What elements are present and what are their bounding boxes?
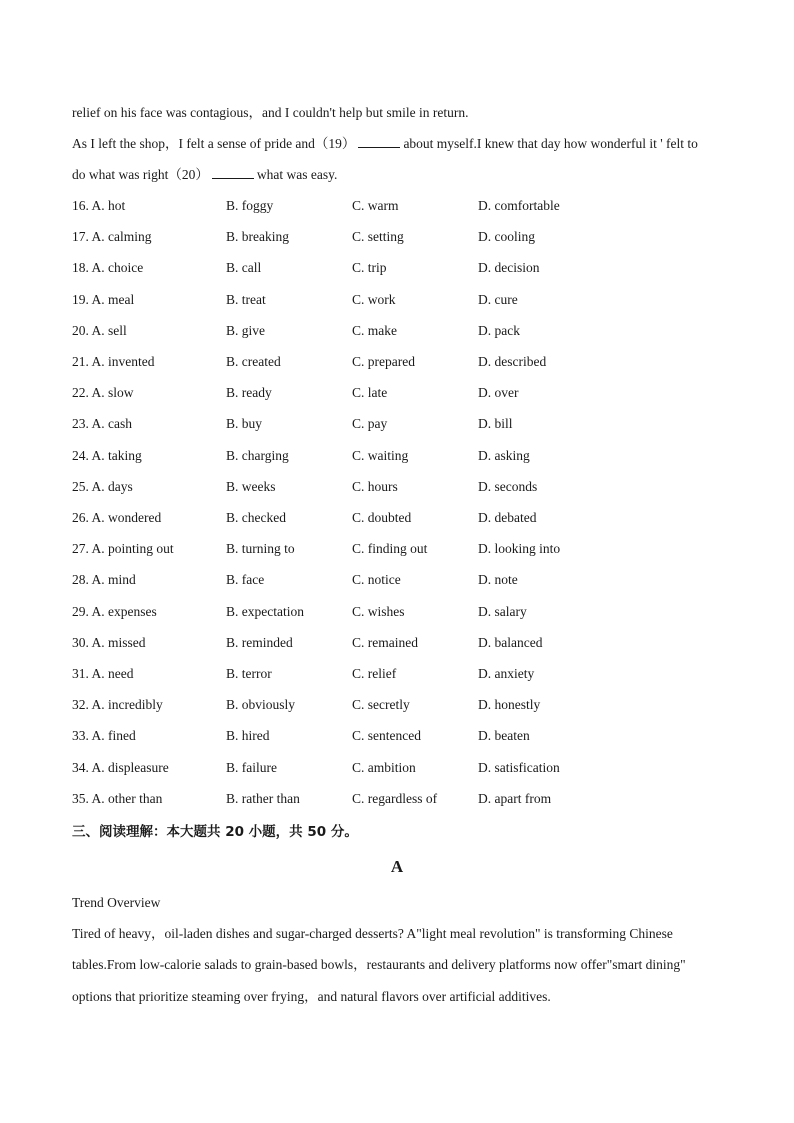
question-row	[72, 415, 732, 433]
question-number-option-a: 31. A. need	[72, 666, 134, 681]
option-b: B. charging	[226, 447, 289, 463]
option-c: C. sentenced	[352, 728, 421, 744]
question-number-option-a: 20. A. sell	[72, 322, 127, 338]
option-c: C. make	[352, 322, 397, 338]
option-b: B. rather than	[226, 790, 300, 806]
question-number-option-a: 27. A. pointing out	[72, 541, 174, 557]
option-c: C. finding out	[352, 541, 428, 557]
option-c: C. prepared	[352, 354, 415, 369]
passage-line: tables.From low-calorie salads to grain-based bowls，restaurants and delivery platforms now offer"smart dining"	[72, 957, 686, 972]
option-b: B. created	[226, 354, 281, 369]
option-b: B. call	[226, 260, 262, 276]
question-row	[72, 540, 732, 558]
question-number-option-a: 16. A. hot	[72, 198, 126, 213]
question-number-option-a: 24. A. taking	[72, 447, 142, 463]
passage-line: options that prioritize steaming over frying，and natural flavors over artificial additives.	[72, 989, 551, 1004]
question-number-option-a: 25. A. days	[72, 478, 133, 494]
question-row	[72, 603, 732, 621]
question-row	[72, 727, 732, 745]
option-d: D. cooling	[478, 229, 535, 245]
passage-line	[72, 166, 337, 184]
question-row	[72, 634, 732, 652]
question-number-option-a: 30. A. missed	[72, 634, 146, 650]
option-d: D. beaten	[478, 728, 530, 744]
question-row	[72, 228, 732, 246]
question-number-option-a: 33. A. fined	[72, 728, 136, 744]
question-number-option-a: 18. A. choice	[72, 260, 144, 276]
option-b: B. breaking	[226, 229, 289, 245]
question-row	[72, 790, 732, 808]
option-c: C. secretly	[352, 697, 410, 713]
question-row	[72, 322, 732, 340]
option-d: D. apart from	[478, 790, 552, 806]
question-number-option-a: 23. A. cash	[72, 416, 132, 432]
option-d: D. note	[478, 572, 518, 588]
option-c: C. wishes	[352, 603, 405, 619]
section-title: 三、阅读理解：本大题共 20 小题，共 50 分。	[72, 824, 358, 840]
question-row	[72, 197, 732, 215]
question-row	[72, 291, 732, 309]
option-d: D. over	[478, 385, 519, 401]
answer-blank	[212, 166, 254, 179]
option-c: C. work	[352, 291, 396, 307]
question-row	[72, 259, 732, 277]
option-c: C. trip	[352, 260, 387, 276]
option-b: B. give	[226, 322, 265, 338]
option-b: B. face	[226, 572, 265, 588]
option-b: B. buy	[226, 416, 263, 432]
option-c: C. notice	[352, 572, 401, 588]
question-number-option-a: 22. A. slow	[72, 385, 134, 401]
question-number-option-a: 17. A. calming	[72, 229, 152, 245]
option-d: D. salary	[478, 603, 527, 619]
option-c: C. warm	[352, 198, 399, 213]
option-d: D. asking	[478, 447, 530, 463]
option-b: B. turning to	[226, 541, 295, 557]
option-c: C. remained	[352, 634, 418, 650]
option-d: D. cure	[478, 291, 518, 307]
option-d: D. decision	[478, 260, 540, 276]
passage-heading: Trend Overview	[72, 895, 161, 910]
option-c: C. setting	[352, 229, 404, 245]
option-c: C. late	[352, 385, 388, 401]
question-number-option-a: 28. A. mind	[72, 572, 136, 588]
question-row	[72, 353, 732, 371]
option-b: B. terror	[226, 666, 272, 681]
option-c: C. pay	[352, 416, 388, 432]
question-number-option-a: 35. A. other than	[72, 790, 163, 806]
option-d: D. described	[478, 354, 547, 369]
option-b: B. ready	[226, 385, 272, 401]
option-b: B. failure	[226, 759, 277, 775]
question-row	[72, 571, 732, 589]
question-row	[72, 447, 732, 465]
option-c: C. regardless of	[352, 790, 438, 806]
option-c: C. ambition	[352, 759, 416, 775]
question-row	[72, 384, 732, 402]
option-d: D. honestly	[478, 697, 541, 713]
option-c: C. waiting	[352, 447, 409, 463]
option-b: B. treat	[226, 291, 266, 307]
question-row	[72, 696, 732, 714]
text: relief on his face was contagious，and I couldn't help but smile in return.	[72, 105, 469, 120]
passage-line	[72, 135, 698, 153]
question-number-option-a: 26. A. wondered	[72, 510, 162, 525]
question-number-option-a: 34. A. displeasure	[72, 759, 169, 775]
question-row	[72, 665, 732, 683]
question-number-option-a: 29. A. expenses	[72, 603, 157, 619]
option-c: C. relief	[352, 666, 397, 681]
text: about myself.I knew that day how wonderful it ' felt to	[403, 136, 698, 151]
option-b: B. reminded	[226, 634, 293, 650]
option-c: C. hours	[352, 478, 398, 494]
option-b: B. foggy	[226, 198, 274, 213]
option-d: D. satisfication	[478, 759, 560, 775]
option-d: D. anxiety	[478, 666, 535, 681]
option-b: B. hired	[226, 728, 270, 744]
question-number-option-a: 21. A. invented	[72, 354, 155, 369]
option-d: D. comfortable	[478, 198, 560, 213]
option-b: B. checked	[226, 510, 286, 525]
option-d: D. bill	[478, 416, 513, 432]
passage-line: Tired of heavy，oil-laden dishes and sugar-charged desserts? A"light meal revolution" is transforming Chinese	[72, 926, 673, 941]
question-row	[72, 509, 732, 527]
text: As I left the shop，I felt a sense of pride and（19）	[72, 136, 356, 151]
option-c: C. doubted	[352, 510, 412, 525]
option-b: B. weeks	[226, 478, 276, 494]
question-row	[72, 478, 732, 496]
option-d: D. looking into	[478, 541, 561, 557]
question-number-option-a: 32. A. incredibly	[72, 697, 163, 713]
answer-blank	[358, 135, 400, 148]
passage-letter: A	[390, 857, 404, 876]
text: what was easy.	[256, 167, 338, 182]
option-d: D. seconds	[478, 478, 538, 494]
passage-line	[72, 104, 468, 122]
question-row	[72, 759, 732, 777]
option-d: D. debated	[478, 510, 537, 525]
question-number-option-a: 19. A. meal	[72, 291, 135, 307]
option-d: D. pack	[478, 322, 520, 338]
option-b: B. obviously	[226, 697, 296, 713]
option-b: B. expectation	[226, 603, 304, 619]
text: do what was right（20）	[72, 167, 209, 182]
option-d: D. balanced	[478, 634, 543, 650]
